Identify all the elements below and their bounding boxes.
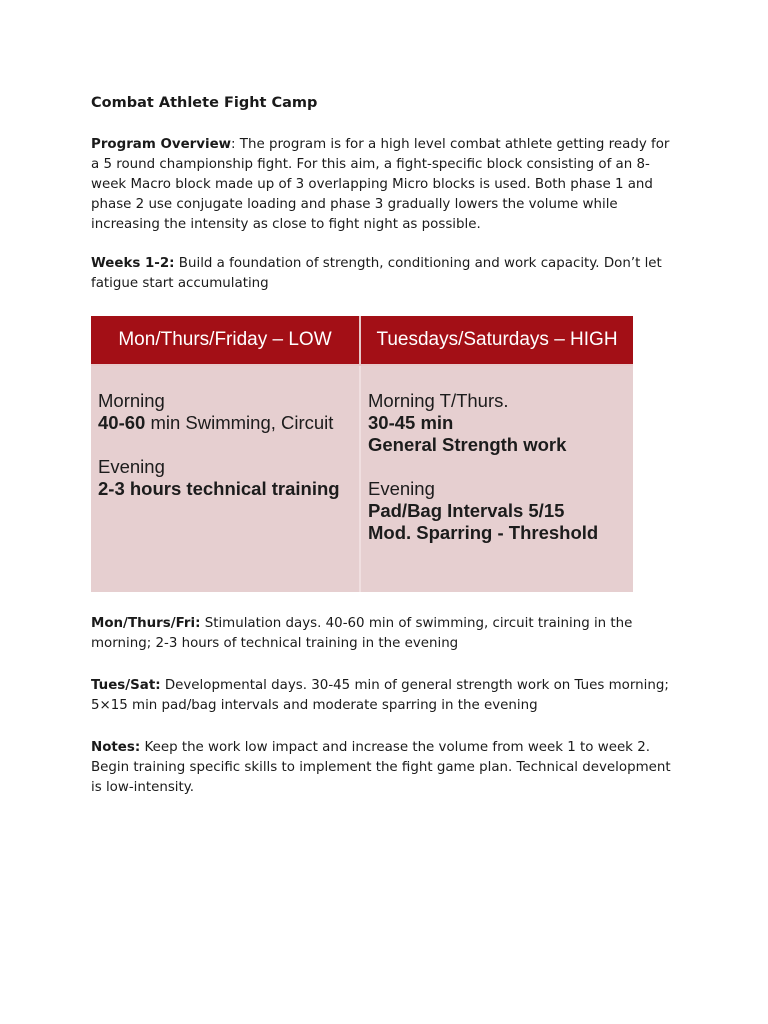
low-days-cell (91, 366, 361, 592)
high-evening-sparring: Mod. Sparring - Threshold (368, 522, 599, 543)
low-morning-label: Morning (98, 390, 165, 411)
high-days-header: Tuesdays/Saturdays – HIGH (361, 316, 633, 366)
weeks-paragraph (91, 254, 681, 294)
tues-sat-label: Tues/Sat: (91, 678, 161, 693)
notes-paragraph (91, 738, 681, 798)
weeks-label: Weeks 1-2: (91, 256, 175, 271)
high-evening-label: Evening (368, 478, 435, 499)
high-morning-duration: 30-45 min (368, 412, 454, 433)
program-overview-text: : The program is for a high level combat athlete getting ready for a 5 round championship fight. For this aim, a fight-specific block consisting of an 8-week Macro block made up of 3 overlapping Micro blocks is used. Both phase 1 and phase 2 use conjugate loading and phase 3 gradually lowers the volume while increasing the intensity as close to fight night as possible. (91, 137, 670, 232)
high-evening-intervals: Pad/Bag Intervals 5/15 (368, 500, 565, 521)
notes-label: Notes: (91, 740, 141, 755)
low-evening-label: Evening (98, 456, 165, 477)
program-overview-label: Program Overview (91, 137, 232, 152)
mon-thurs-fri-text: Stimulation days. 40-60 min of swimming, circuit training in the morning; 2-3 hours of technical training in the evening (91, 616, 633, 651)
document-title: Combat Athlete Fight Camp (91, 95, 318, 111)
weeks-text: Build a foundation of strength, conditioning and work capacity. Don’t let fatigue start accumulating (91, 256, 662, 291)
document-page (91, 93, 681, 798)
low-morning-detail (98, 412, 359, 434)
low-morning-activity: min Swimming, Circuit (145, 412, 334, 433)
mon-thurs-fri-paragraph (91, 614, 681, 654)
tues-sat-text: Developmental days. 30-45 min of general strength work on Tues morning; 5×15 min pad/bag intervals and moderate sparring in the evening (91, 678, 669, 713)
notes-text: Keep the work low impact and increase the volume from week 1 to week 2. Begin training specific skills to implement the fight game plan. Technical development is low-intensity. (91, 740, 671, 795)
training-schedule-table (91, 316, 633, 592)
program-overview-paragraph (91, 135, 681, 235)
low-days-header: Mon/Thurs/Friday – LOW (91, 316, 361, 366)
low-morning-duration: 40-60 (98, 412, 146, 433)
high-morning-label: Morning T/Thurs. (368, 390, 509, 411)
tues-sat-paragraph (91, 676, 681, 716)
high-morning-activity: General Strength work (368, 434, 567, 455)
mon-thurs-fri-label: Mon/Thurs/Fri: (91, 616, 201, 631)
high-days-cell (361, 366, 633, 592)
low-evening-detail: 2-3 hours technical training (98, 478, 340, 499)
